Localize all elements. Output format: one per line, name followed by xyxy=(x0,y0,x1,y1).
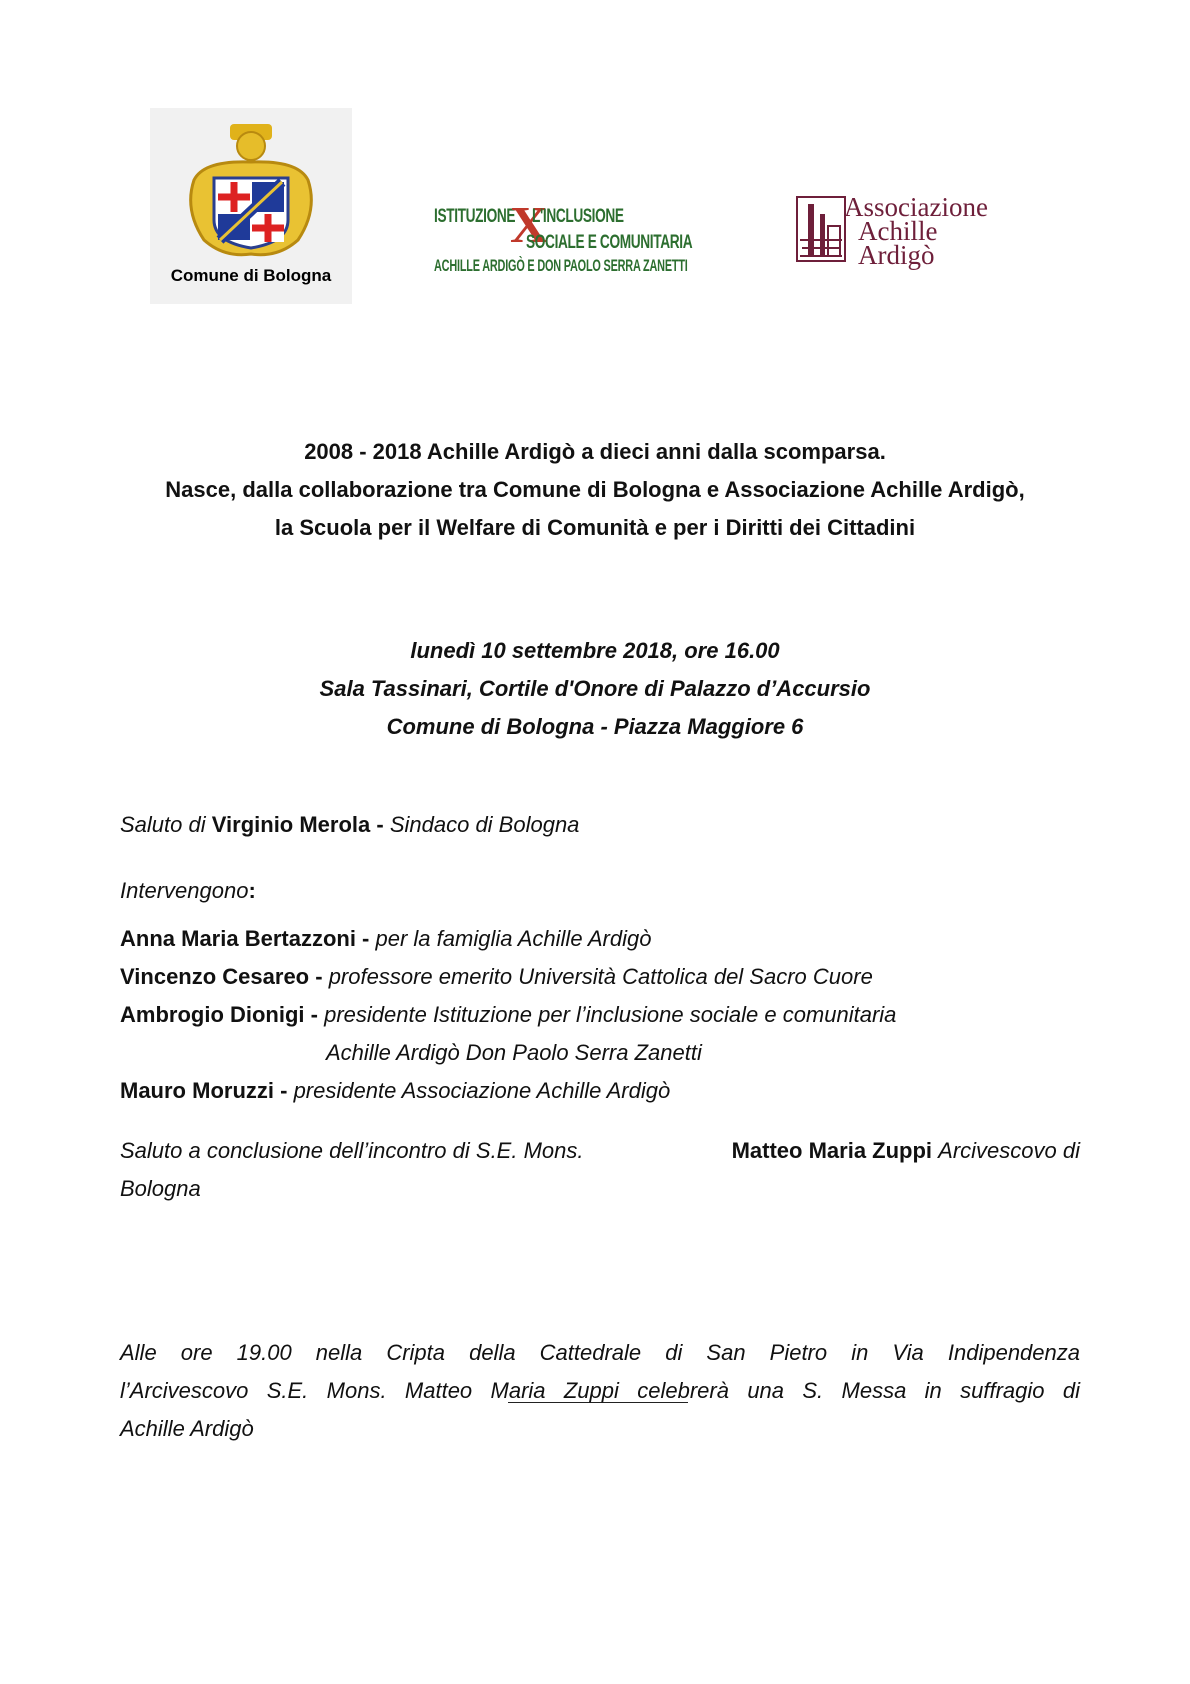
event-date: lunedì 10 settembre 2018, ore 16.00 xyxy=(410,638,780,663)
closing-role: Arcivescovo di xyxy=(938,1138,1080,1163)
speaker-role: professore emerito Università Cattolica del Sacro Cuore xyxy=(328,964,873,989)
speaker-role: per la famiglia Achille Ardigò xyxy=(375,926,652,951)
speakers-heading-text: Intervengono xyxy=(120,878,249,903)
speaker-name: Ambrogio Dionigi - xyxy=(120,1002,318,1027)
closing-paragraph xyxy=(120,1132,1080,1208)
speakers-heading xyxy=(120,872,1080,910)
logo-x-mark: X xyxy=(510,197,548,254)
speaker-row-continuation xyxy=(120,1034,1080,1072)
speakers-list xyxy=(120,920,1080,1110)
speaker-role-cont: Achille Ardigò Don Paolo Serra Zanetti xyxy=(326,1040,702,1065)
mass-line: Alle ore 19.00 nella Cripta della Cattedrale di San Pietro in Via Indipendenza xyxy=(120,1340,1080,1365)
event-details xyxy=(0,632,1190,746)
speaker-row xyxy=(120,996,1080,1034)
speaker-name: Vincenzo Cesareo - xyxy=(120,964,323,989)
coat-of-arms-icon xyxy=(174,120,328,260)
closing-role-cont: Bologna xyxy=(120,1176,201,1201)
title-line: Nasce, dalla collaborazione tra Comune di Bologna e Associazione Achille Ardigò, xyxy=(165,477,1025,502)
event-address: Comune di Bologna - Piazza Maggiore 6 xyxy=(386,714,804,739)
comune-di-bologna-logo xyxy=(150,108,352,304)
logo-line-istituzione: ISTITUZIONE xyxy=(434,206,516,227)
speaker-name: Anna Maria Bertazzoni - xyxy=(120,926,370,951)
speaker-role: presidente Istituzione per l’inclusione sociale e comunitaria xyxy=(324,1002,897,1027)
title-line: 2008 - 2018 Achille Ardigò a dieci anni dalla scomparsa. xyxy=(304,439,886,464)
title-line: la Scuola per il Welfare di Comunità e per i Diritti dei Cittadini xyxy=(274,515,916,540)
greeting-name: Virginio Merola - xyxy=(211,812,384,837)
mass-line: Achille Ardigò xyxy=(120,1416,254,1441)
speaker-role: presidente Associazione Achille Ardigò xyxy=(293,1078,671,1103)
speaker-row xyxy=(120,958,1080,996)
speakers-heading-colon: : xyxy=(248,878,256,903)
logo-line-inclusione: L'INCLUSIONE xyxy=(532,206,624,227)
logo-line-ardigo: ACHILLE ARDIGÒ E DON PAOLO SERRA ZANETTI xyxy=(434,256,688,275)
associazione-ardigo-logo xyxy=(796,192,1024,270)
greeting-prefix: Saluto di xyxy=(120,812,206,837)
mass-paragraph xyxy=(120,1334,1080,1448)
event-place: Sala Tassinari, Cortile d'Onore di Palazzo d’Accursio xyxy=(319,676,871,701)
logo-caption: Comune di Bologna xyxy=(170,266,332,285)
logo-associazione: Associazione xyxy=(844,192,988,222)
speaker-row xyxy=(120,920,1080,958)
towers-icon xyxy=(796,196,846,262)
closing-line xyxy=(120,1132,1080,1170)
greeting-role: Sindaco di Bologna xyxy=(389,812,580,837)
logo-achille: Achille xyxy=(858,216,938,246)
mass-line: l’Arcivescovo S.E. Mons. Matteo Maria Zuppi celebrerà una S. Messa in suffragio di xyxy=(120,1378,1080,1403)
speaker-row xyxy=(120,1072,1080,1110)
logo-ardigo: Ardigò xyxy=(858,240,935,270)
closing-prefix: Saluto a conclusione dell’incontro di S.E. Mons. xyxy=(120,1138,584,1163)
closing-name: Matteo Maria Zuppi xyxy=(731,1138,933,1163)
logo-line-sociale: SOCIALE E COMUNITARIA xyxy=(526,232,693,253)
istituzione-inclusione-logo xyxy=(434,197,718,280)
greeting-line xyxy=(120,806,1080,844)
speaker-name: Mauro Moruzzi - xyxy=(120,1078,288,1103)
document-title xyxy=(0,433,1190,547)
